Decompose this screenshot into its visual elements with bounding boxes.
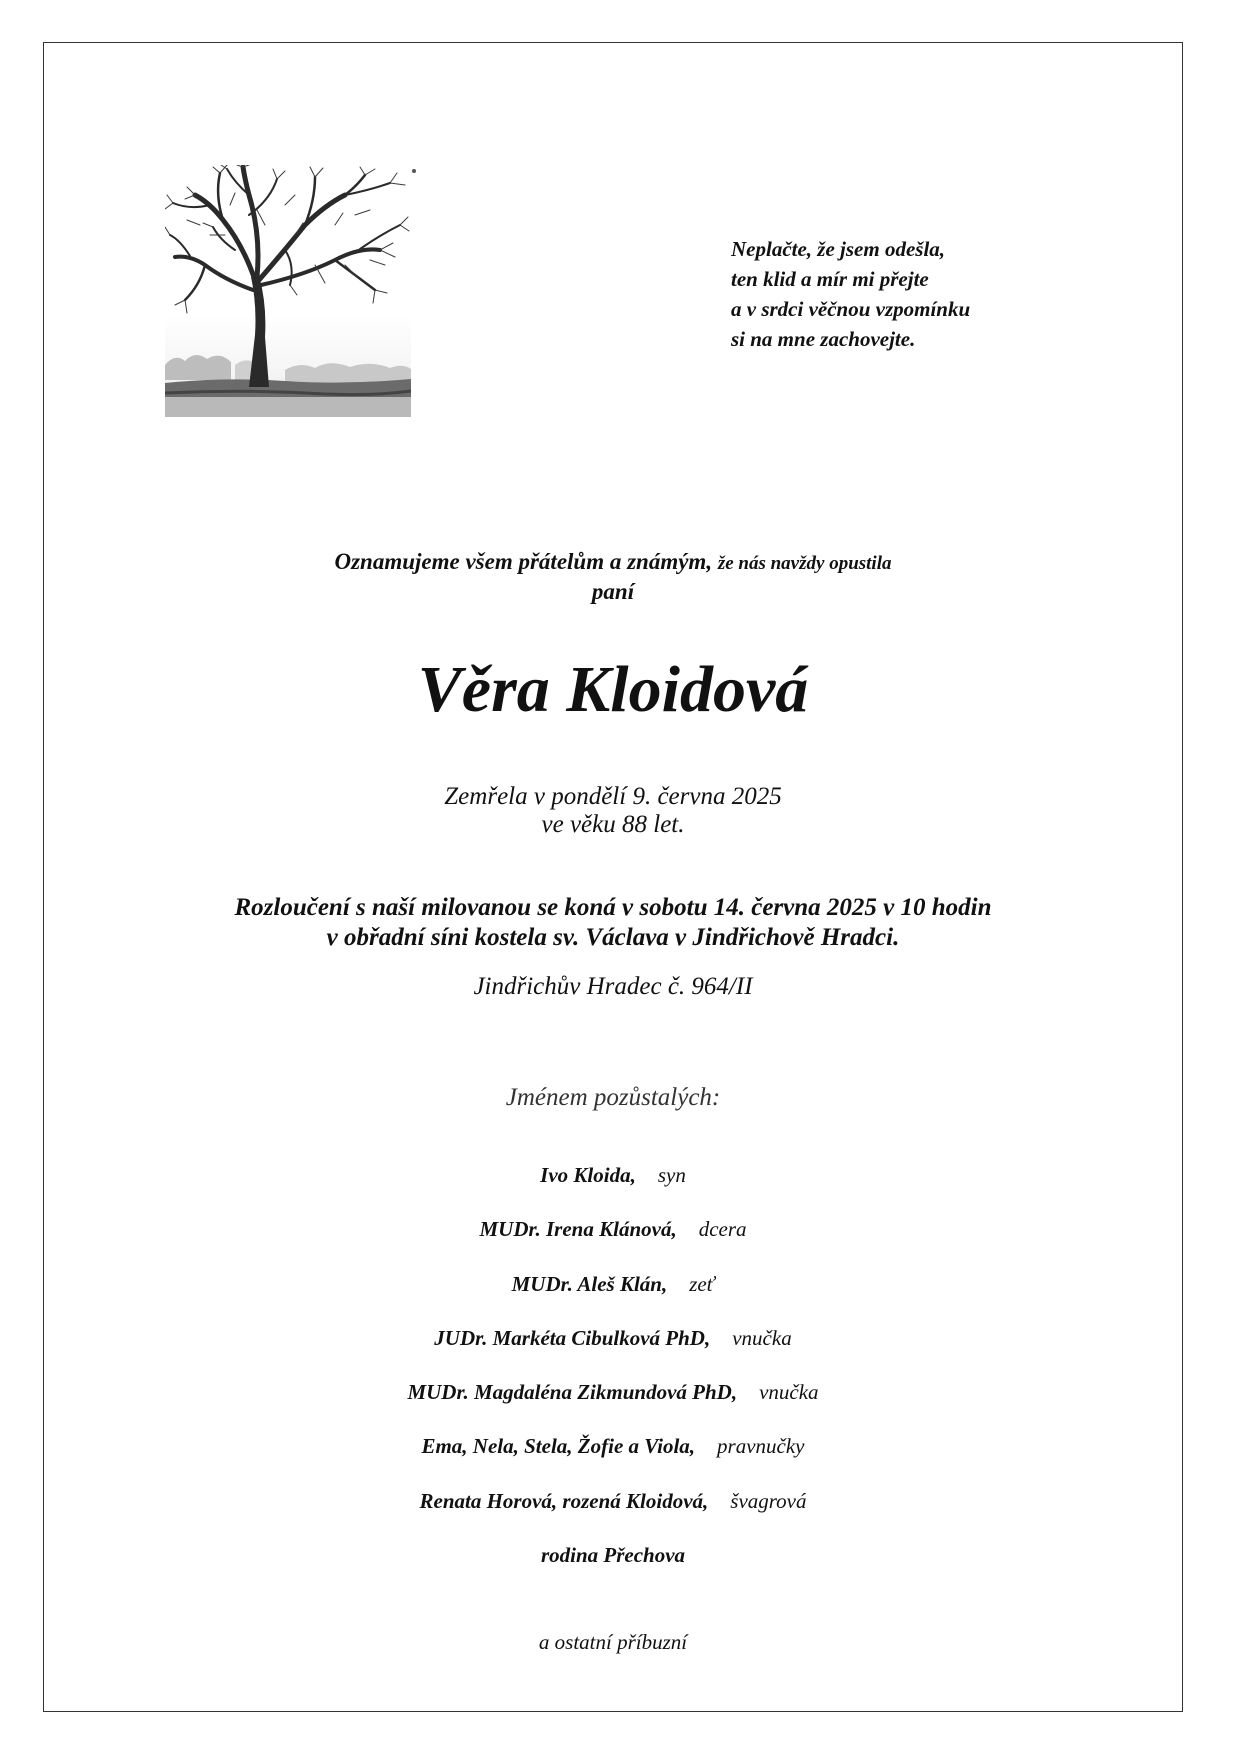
age-line: ve věku 88 let. (541, 811, 685, 838)
announcement-intro (43, 548, 1183, 606)
closing-line: a ostatní příbuzní (538, 1630, 688, 1654)
death-info (43, 783, 1183, 839)
mourner-name: MUDr. Magdaléna Zikmundová PhD, (407, 1380, 738, 1405)
list-item (43, 1431, 1183, 1485)
mourner-name: MUDr. Irena Klánová, (479, 1217, 677, 1242)
mourner-relation: vnučka (732, 1325, 792, 1350)
death-date: Zemřela v pondělí 9. června 2025 (444, 783, 782, 810)
list-item (43, 1486, 1183, 1540)
list-item (43, 1214, 1183, 1268)
list-item (43, 1160, 1183, 1214)
mourner-name: JUDr. Markéta Cibulková PhD, (434, 1325, 711, 1350)
mourner-name: rodina Přechova (540, 1543, 686, 1568)
intro-main: Oznamujeme všem přátelům a známým, (334, 549, 713, 574)
list-item (43, 1377, 1183, 1431)
farewell-info (43, 893, 1183, 953)
mourner-relation: syn (657, 1163, 686, 1187)
mourner-name: Renata Horová, rozená Kloidová, (419, 1488, 709, 1513)
title-pani: paní (591, 579, 635, 604)
print-speck (412, 169, 416, 173)
list-item (43, 1269, 1183, 1323)
mourner-relation: pravnučky (717, 1434, 805, 1459)
list-item (43, 1540, 1183, 1594)
mourners-heading: Jménem pozůstalých: (505, 1084, 721, 1111)
mourner-name: MUDr. Aleš Klán, (511, 1271, 668, 1296)
bare-tree-image (165, 165, 411, 417)
mourner-relation: švagrová (730, 1488, 807, 1513)
mourner-relation: dcera (698, 1217, 747, 1242)
farewell-line-1: Rozloučení s naší milovanou se koná v sobotu 14. června 2025 v 10 hodin (234, 894, 992, 921)
poem-line: Neplačte, že jsem odešla, (731, 237, 946, 261)
memorial-poem (731, 234, 1091, 354)
poem-line: ten klid a mír mi přejte (731, 267, 929, 291)
poem-line: a v srdci věčnou vzpomínku (731, 297, 971, 321)
mourner-relation: vnučka (759, 1380, 819, 1405)
list-item (43, 1323, 1183, 1377)
mourner-relation: zeť (689, 1271, 715, 1296)
farewell-line-2: v obřadní síni kostela sv. Václava v Jindřichově Hradci. (326, 924, 900, 951)
mourners-list (43, 1160, 1183, 1594)
poem-line: si na mne zachovejte. (731, 327, 916, 351)
deceased-name: Věra Kloidová (417, 653, 809, 726)
mourner-name: Ema, Nela, Stela, Žofie a Viola, (421, 1434, 696, 1459)
address: Jindřichův Hradec č. 964/II (473, 973, 753, 1000)
mourner-name: Ivo Kloida, (540, 1163, 636, 1187)
intro-small: že nás navždy opustila (717, 553, 892, 574)
